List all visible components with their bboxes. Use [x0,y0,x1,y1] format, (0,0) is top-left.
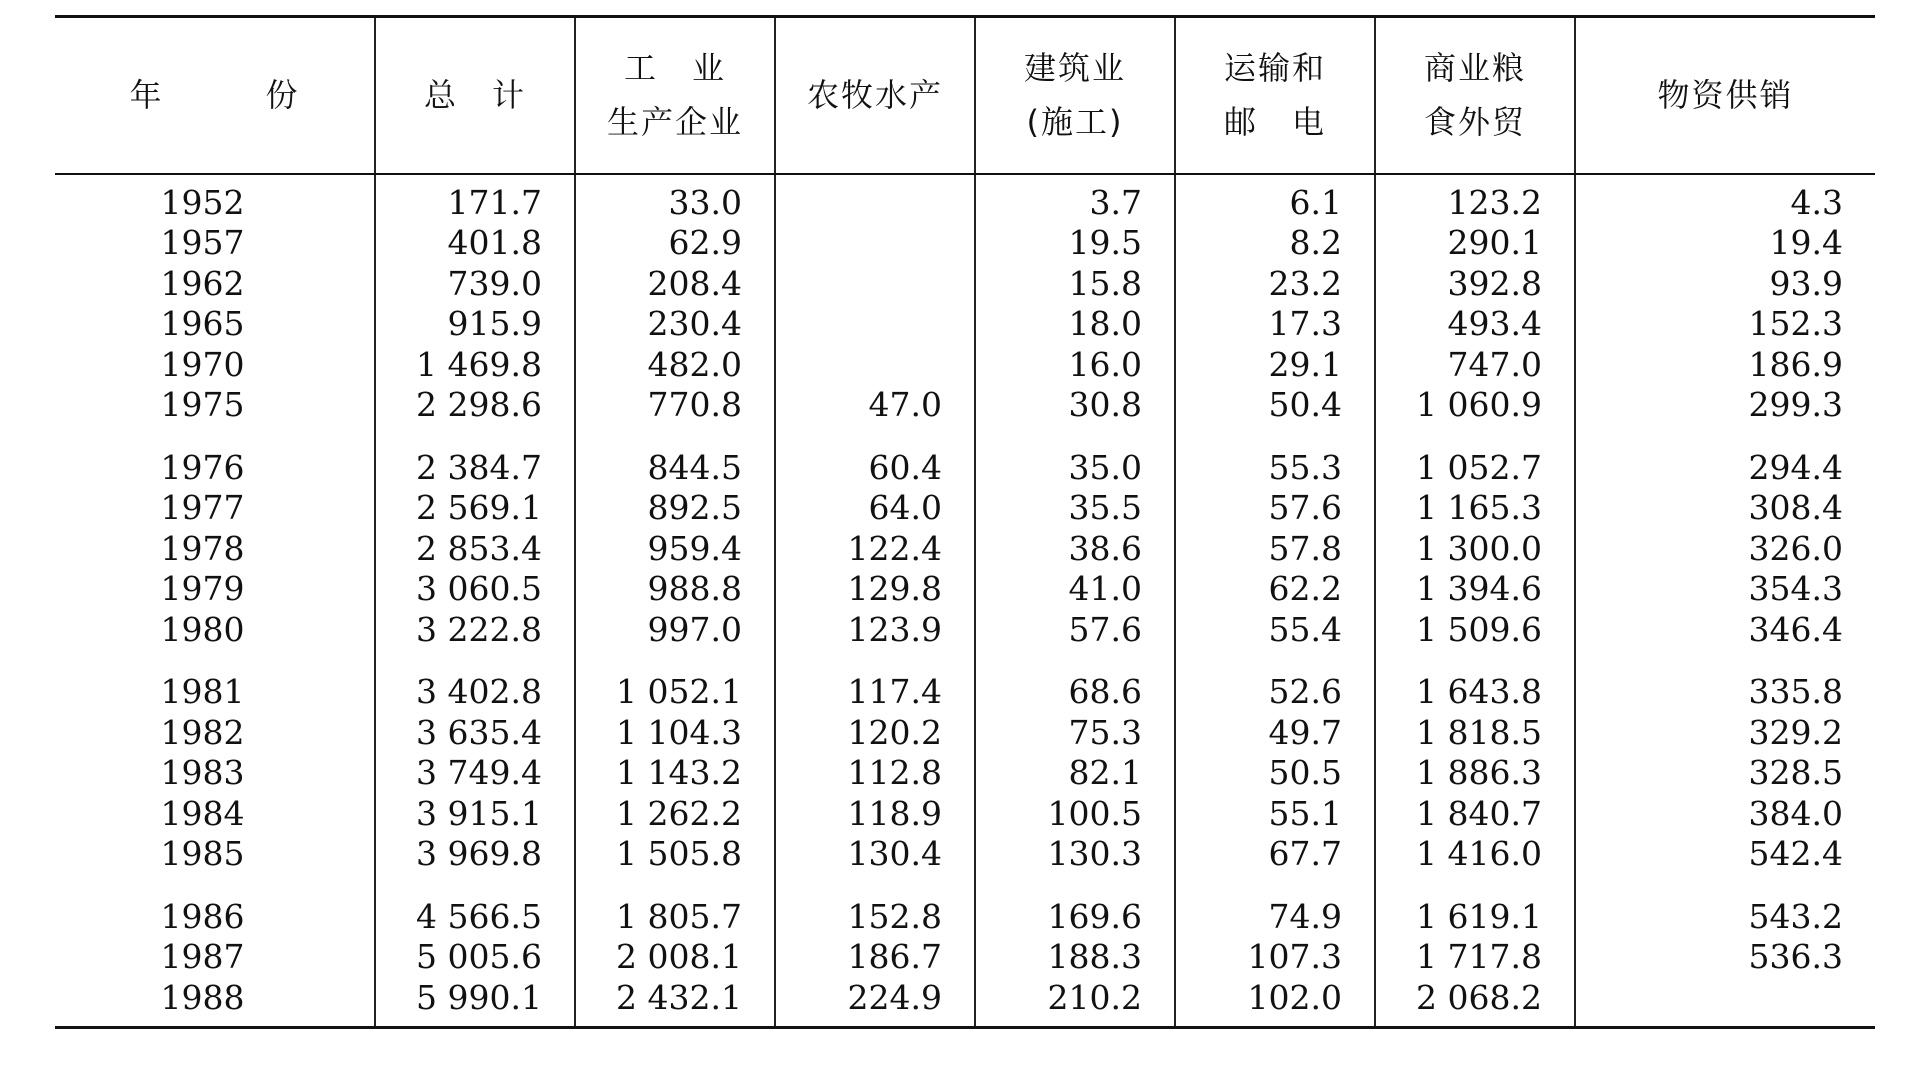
cell-industrial: 62.9 [575,223,775,264]
cell-construction: 30.8 [975,385,1175,426]
spacer-cell [575,650,775,672]
cell-year: 1976 [160,447,245,487]
spacer-cell [55,875,375,897]
cell-total: 2 298.6 [375,385,575,426]
cell-agriculture: 224.9 [775,978,975,1028]
cell-supply: 19.4 [1575,223,1875,264]
cell-year: 1987 [160,937,245,976]
cell-supply: 335.8 [1575,672,1875,713]
cell-supply: 346.4 [1575,610,1875,651]
cell-supply [1575,978,1875,1028]
table-row [55,304,1875,345]
spacer-cell [1375,426,1575,448]
cell-industrial: 844.5 [575,448,775,489]
cell-construction: 16.0 [975,345,1175,386]
spacer-cell [975,426,1175,448]
cell-transport: 52.6 [1175,672,1375,713]
cell-year: 1962 [160,263,245,303]
cell-agriculture: 47.0 [775,385,975,426]
cell-year: 1988 [160,977,245,1017]
cell-construction: 82.1 [975,753,1175,794]
table-row [55,385,1875,426]
cell-transport: 62.2 [1175,569,1375,610]
cell-supply: 152.3 [1575,304,1875,345]
cell-total: 2 853.4 [375,529,575,570]
cell-commerce: 1 416.0 [1375,834,1575,875]
cell-commerce: 123.2 [1375,174,1575,224]
cell-agriculture: 130.4 [775,834,975,875]
spacer-cell [1575,875,1875,897]
spacer-cell [1175,650,1375,672]
cell-total: 5 005.6 [375,937,575,978]
cell-industrial: 1 505.8 [575,834,775,875]
cell-agriculture: 120.2 [775,713,975,754]
cell-industrial: 230.4 [575,304,775,345]
cell-year: 1984 [160,793,245,833]
cell-agriculture: 123.9 [775,610,975,651]
table-row [55,753,1875,794]
cell-supply: 536.3 [1575,937,1875,978]
cell-transport: 67.7 [1175,834,1375,875]
cell-construction: 169.6 [975,897,1175,938]
cell-commerce: 290.1 [1375,223,1575,264]
spacer-cell [1575,426,1875,448]
cell-industrial: 1 052.1 [575,672,775,713]
header-transport-post: 运输和 邮 电 [1175,17,1375,174]
cell-transport: 57.8 [1175,529,1375,570]
table-row [55,978,1875,1028]
cell-construction: 188.3 [975,937,1175,978]
cell-year: 1965 [160,304,245,343]
cell-year: 1957 [160,223,245,262]
cell-total: 5 990.1 [375,978,575,1028]
cell-year: 1978 [160,528,245,568]
group-spacer [55,875,1875,897]
cell-year: 1982 [160,712,245,752]
header-construction: 建筑业 (施工) [975,17,1175,174]
cell-year: 1977 [160,488,245,527]
cell-construction: 19.5 [975,223,1175,264]
cell-agriculture: 60.4 [775,448,975,489]
spacer-cell [375,650,575,672]
cell-industrial: 33.0 [575,174,775,224]
spacer-cell [375,426,575,448]
spacer-cell [575,875,775,897]
cell-transport: 50.4 [1175,385,1375,426]
table-row [55,569,1875,610]
cell-agriculture: 152.8 [775,897,975,938]
spacer-cell [375,875,575,897]
cell-agriculture [775,345,975,386]
spacer-cell [775,650,975,672]
cell-total: 2 384.7 [375,448,575,489]
cell-commerce: 392.8 [1375,264,1575,305]
spacer-cell [55,650,375,672]
spacer-cell [1175,875,1375,897]
spacer-cell [575,426,775,448]
cell-construction: 38.6 [975,529,1175,570]
cell-commerce: 1 052.7 [1375,448,1575,489]
cell-supply: 93.9 [1575,264,1875,305]
cell-transport: 6.1 [1175,174,1375,224]
cell-supply: 384.0 [1575,794,1875,835]
cell-commerce: 1 300.0 [1375,529,1575,570]
spacer-cell [1575,650,1875,672]
cell-total: 4 566.5 [375,897,575,938]
header-commerce-grain-trade: 商业粮 食外贸 [1375,17,1575,174]
cell-agriculture: 129.8 [775,569,975,610]
cell-supply: 543.2 [1575,897,1875,938]
cell-transport: 17.3 [1175,304,1375,345]
cell-total: 401.8 [375,223,575,264]
cell-industrial: 1 805.7 [575,897,775,938]
table-row [55,223,1875,264]
cell-supply: 354.3 [1575,569,1875,610]
cell-transport: 50.5 [1175,753,1375,794]
cell-year: 1981 [160,672,245,711]
table-row [55,834,1875,875]
cell-construction: 210.2 [975,978,1175,1028]
table-row [55,529,1875,570]
cell-supply: 299.3 [1575,385,1875,426]
cell-commerce: 2 068.2 [1375,978,1575,1028]
statistics-table [55,15,1875,1029]
cell-total: 3 749.4 [375,753,575,794]
cell-supply: 186.9 [1575,345,1875,386]
cell-agriculture [775,304,975,345]
cell-commerce: 1 509.6 [1375,610,1575,651]
header-row [55,17,1875,174]
cell-industrial: 482.0 [575,345,775,386]
cell-commerce: 1 818.5 [1375,713,1575,754]
group-spacer [55,650,1875,672]
cell-supply: 542.4 [1575,834,1875,875]
cell-construction: 68.6 [975,672,1175,713]
spacer-cell [775,426,975,448]
table-row [55,174,1875,224]
cell-year: 1979 [160,569,245,608]
cell-commerce: 1 840.7 [1375,794,1575,835]
table-row [55,345,1875,386]
cell-industrial: 1 104.3 [575,713,775,754]
cell-agriculture: 118.9 [775,794,975,835]
header-total: 总 计 [375,17,575,174]
table-row [55,610,1875,651]
cell-commerce: 1 165.3 [1375,488,1575,529]
cell-transport: 74.9 [1175,897,1375,938]
cell-supply: 4.3 [1575,174,1875,224]
cell-industrial: 988.8 [575,569,775,610]
table-row [55,672,1875,713]
cell-agriculture [775,264,975,305]
cell-supply: 329.2 [1575,713,1875,754]
cell-construction: 35.0 [975,448,1175,489]
cell-construction: 100.5 [975,794,1175,835]
cell-industrial: 959.4 [575,529,775,570]
spacer-cell [55,426,375,448]
cell-supply: 294.4 [1575,448,1875,489]
cell-total: 1 469.8 [375,345,575,386]
cell-industrial: 892.5 [575,488,775,529]
cell-industrial: 1 262.2 [575,794,775,835]
group-spacer [55,426,1875,448]
table-row [55,713,1875,754]
cell-total: 3 060.5 [375,569,575,610]
cell-construction: 3.7 [975,174,1175,224]
cell-supply: 308.4 [1575,488,1875,529]
header-agriculture-fishery: 农牧水产 [775,17,975,174]
cell-total: 915.9 [375,304,575,345]
cell-total: 3 635.4 [375,713,575,754]
cell-industrial: 2 008.1 [575,937,775,978]
cell-construction: 57.6 [975,610,1175,651]
cell-agriculture [775,174,975,224]
cell-year: 1952 [160,182,245,222]
table-row [55,264,1875,305]
cell-construction: 15.8 [975,264,1175,305]
cell-commerce: 1 394.6 [1375,569,1575,610]
spacer-cell [1375,875,1575,897]
table-row [55,897,1875,938]
cell-industrial: 2 432.1 [575,978,775,1028]
cell-total: 739.0 [375,264,575,305]
cell-construction: 75.3 [975,713,1175,754]
cell-transport: 55.4 [1175,610,1375,651]
cell-total: 2 569.1 [375,488,575,529]
cell-total: 3 969.8 [375,834,575,875]
cell-year: 1975 [160,385,245,424]
cell-transport: 23.2 [1175,264,1375,305]
spacer-cell [975,650,1175,672]
cell-commerce: 747.0 [1375,345,1575,386]
header-material-supply: 物资供销 [1575,17,1875,174]
cell-agriculture: 117.4 [775,672,975,713]
spacer-cell [1375,650,1575,672]
header-industrial-enterprises: 工 业 生产企业 [575,17,775,174]
cell-agriculture: 64.0 [775,488,975,529]
cell-transport: 102.0 [1175,978,1375,1028]
spacer-cell [1175,426,1375,448]
cell-industrial: 770.8 [575,385,775,426]
cell-year: 1986 [160,896,245,936]
cell-commerce: 493.4 [1375,304,1575,345]
cell-supply: 328.5 [1575,753,1875,794]
cell-commerce: 1 643.8 [1375,672,1575,713]
table-body [55,174,1875,1028]
header-year: 年 份 [55,17,375,174]
cell-agriculture: 112.8 [775,753,975,794]
cell-transport: 107.3 [1175,937,1375,978]
cell-construction: 35.5 [975,488,1175,529]
cell-commerce: 1 886.3 [1375,753,1575,794]
cell-year: 1983 [160,753,245,792]
cell-total: 3 402.8 [375,672,575,713]
cell-transport: 55.3 [1175,448,1375,489]
cell-commerce: 1 619.1 [1375,897,1575,938]
cell-year: 1980 [160,609,245,649]
cell-transport: 49.7 [1175,713,1375,754]
table-row [55,794,1875,835]
cell-construction: 18.0 [975,304,1175,345]
cell-commerce: 1 717.8 [1375,937,1575,978]
cell-transport: 55.1 [1175,794,1375,835]
cell-total: 3 222.8 [375,610,575,651]
cell-construction: 130.3 [975,834,1175,875]
table-row [55,488,1875,529]
cell-agriculture: 122.4 [775,529,975,570]
table-row [55,937,1875,978]
cell-industrial: 208.4 [575,264,775,305]
cell-industrial: 997.0 [575,610,775,651]
cell-supply: 326.0 [1575,529,1875,570]
cell-agriculture [775,223,975,264]
cell-industrial: 1 143.2 [575,753,775,794]
cell-transport: 57.6 [1175,488,1375,529]
cell-agriculture: 186.7 [775,937,975,978]
table-row [55,448,1875,489]
cell-construction: 41.0 [975,569,1175,610]
cell-total: 171.7 [375,174,575,224]
cell-commerce: 1 060.9 [1375,385,1575,426]
spacer-cell [975,875,1175,897]
spacer-cell [775,875,975,897]
cell-transport: 8.2 [1175,223,1375,264]
cell-transport: 29.1 [1175,345,1375,386]
cell-year: 1985 [160,834,245,873]
cell-year: 1970 [160,344,245,384]
cell-total: 3 915.1 [375,794,575,835]
